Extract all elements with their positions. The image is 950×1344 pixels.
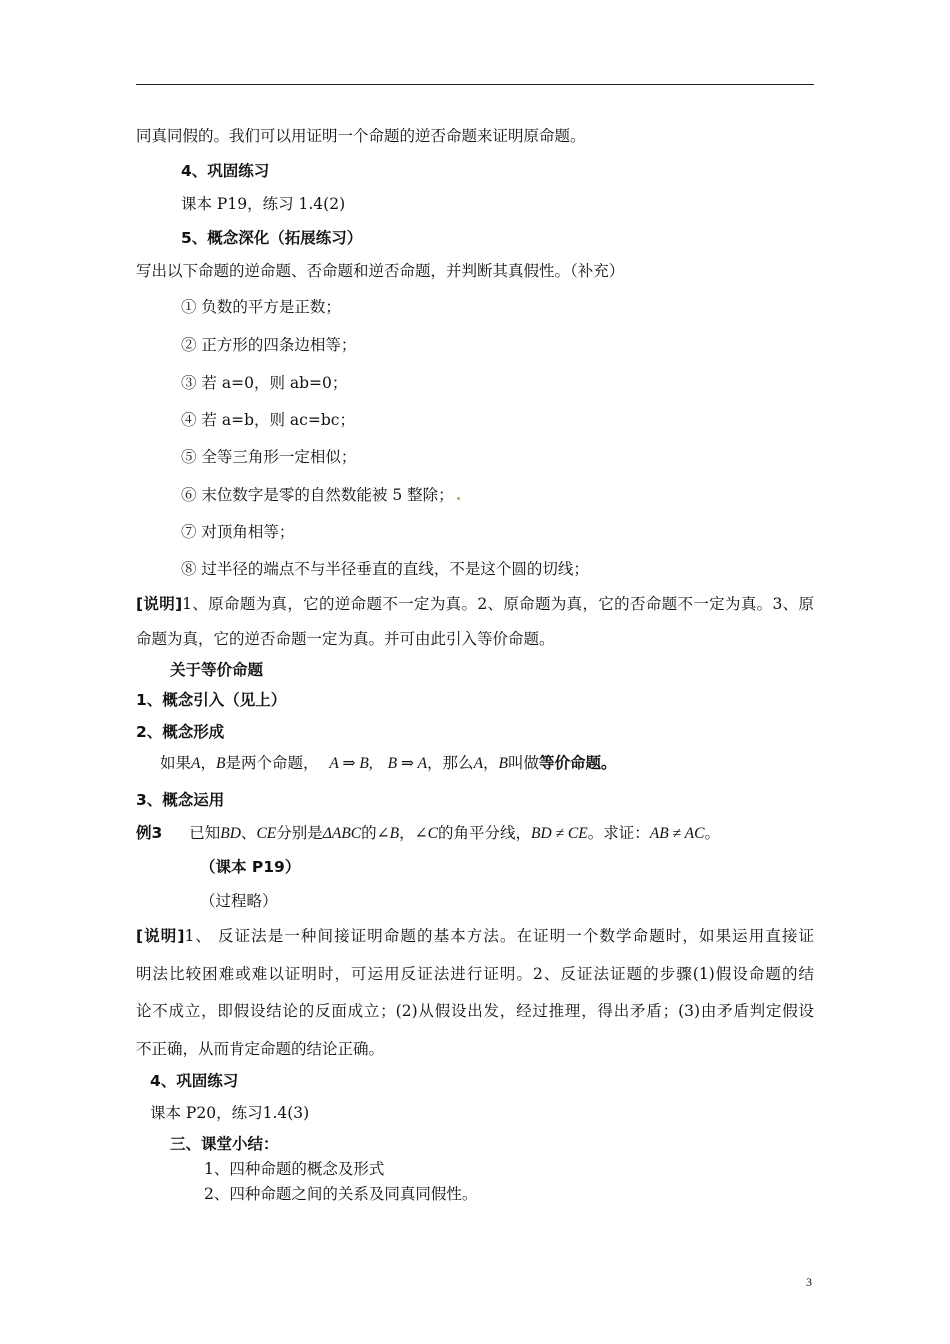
list-item: ⑤ 全等三角形一定相似； — [181, 448, 357, 466]
math-B: B — [216, 755, 226, 772]
example-comma: ， — [399, 824, 415, 842]
heading-concept-deepening: 5、概念深化（拓展练习） — [181, 229, 363, 247]
heading-consolidation-practice: 4、巩固练习 — [150, 1072, 239, 1090]
header-rule — [136, 84, 814, 85]
note-line: 命题为真，它的逆否命题一定为真。并可由此引入等价命题。 — [136, 630, 555, 648]
list-item: ⑧ 过半径的端点不与半径垂直的直线，不是这个圆的切线； — [181, 560, 589, 578]
example-text: 。求证： — [587, 824, 650, 842]
note-line: 明法比较困难或难以证明时，可运用反证法进行证明。2、反证法证题的步骤(1)假设命题的结 — [136, 965, 814, 983]
list-item: ③ 若 a=0，则 ab=0； — [181, 374, 348, 392]
heading-consolidation-practice: 4、巩固练习 — [181, 162, 270, 180]
note-label: [说明] — [136, 927, 185, 945]
note-line: 不正确，从而肯定命题的结论正确。 — [136, 1040, 385, 1058]
note-text: 1、 反证法是一种间接证明命题的基本方法。在证明一个数学命题时，如果运用直接证 — [184, 927, 814, 945]
definition-text: 是两个命题， — [225, 754, 319, 772]
math-triangle-abc: ΔABC — [322, 825, 362, 842]
example-3-line — [136, 823, 720, 844]
definition-text: ，那么 — [427, 754, 474, 772]
summary-item: 2、四种命题之间的关系及同真同假性。 — [204, 1185, 478, 1203]
subheading-concept-application: 3、概念运用 — [136, 791, 225, 809]
definition-text: 叫做 — [508, 754, 540, 772]
page-number: 3 — [806, 1275, 812, 1289]
subheading-concept-introduction: 1、概念引入（见上） — [136, 691, 287, 709]
example-sep: 、 — [240, 824, 257, 842]
textbook-exercise-ref: 课本 P19，练习 1.4(2) — [181, 195, 346, 213]
stray-mark — [457, 497, 460, 500]
math-angle-c: ∠C — [414, 825, 438, 842]
note-line — [136, 926, 814, 946]
summary-item: 1、四种命题的概念及形式 — [204, 1160, 385, 1178]
list-item — [181, 485, 460, 505]
list-item-text: ⑥ 末位数字是零的自然数能被 5 整除； — [181, 486, 454, 504]
note-text: 1、原命题为真，它的逆命题不一定为真。2、原命题为真，它的否命题不一定为真。3、原 — [182, 595, 814, 613]
definition-term: 等价命题。 — [539, 754, 617, 772]
math-B: B — [498, 755, 509, 772]
list-item: ④ 若 a=b，则 ac=bc； — [181, 411, 355, 429]
implication-a-b: A ⇒ B, — [329, 755, 373, 772]
note-line: 论不成立，即假设结论的反面成立；(2)从假设出发，经过推理，得出矛盾；(3)由矛盾判定假设 — [136, 1002, 814, 1020]
math-A: A — [191, 755, 201, 772]
math-ab-ne-ac: AB ≠ AC — [649, 825, 705, 842]
definition-comma: ， — [483, 754, 499, 772]
definition-comma: ， — [200, 754, 216, 772]
math-angle-b: ∠B — [376, 825, 400, 842]
definition-line — [160, 753, 617, 774]
subheading-concept-formation: 2、概念形成 — [136, 723, 225, 741]
example-text: 的 — [361, 824, 377, 842]
textbook-reference: （课本 P19） — [200, 858, 301, 876]
list-item: ② 正方形的四条边相等； — [181, 336, 357, 354]
list-item: ① 负数的平方是正数； — [181, 298, 341, 316]
process-omitted: （过程略） — [200, 892, 278, 910]
math-ce: CE — [256, 825, 277, 842]
textbook-exercise-ref: 课本 P20，练习1.4(3) — [150, 1104, 310, 1122]
example-label: 例3 — [136, 824, 163, 842]
example-text: 分别是 — [276, 824, 323, 842]
math-bd-ne-ce: BD ≠ CE — [530, 825, 588, 842]
note-line — [136, 594, 814, 614]
math-bd: BD — [220, 825, 241, 842]
example-text: 已知 — [189, 824, 221, 842]
example-text: 的角平分线， — [437, 824, 531, 842]
definition-text: 如果 — [160, 754, 192, 772]
heading-class-summary: 三、课堂小结： — [170, 1135, 279, 1153]
math-A: A — [473, 755, 484, 772]
example-text: 。 — [704, 824, 720, 842]
task-instruction: 写出以下命题的逆命题、否命题和逆否命题，并判断其真假性。（补充） — [136, 262, 625, 280]
implication-b-a: B ⇒ A — [387, 755, 428, 772]
section-title-equivalent-propositions: 关于等价命题 — [170, 661, 264, 679]
note-label: [说明] — [136, 595, 183, 613]
list-item: ⑦ 对顶角相等； — [181, 523, 295, 541]
paragraph-continuation: 同真同假的。我们可以用证明一个命题的逆否命题来证明原命题。 — [136, 127, 586, 145]
